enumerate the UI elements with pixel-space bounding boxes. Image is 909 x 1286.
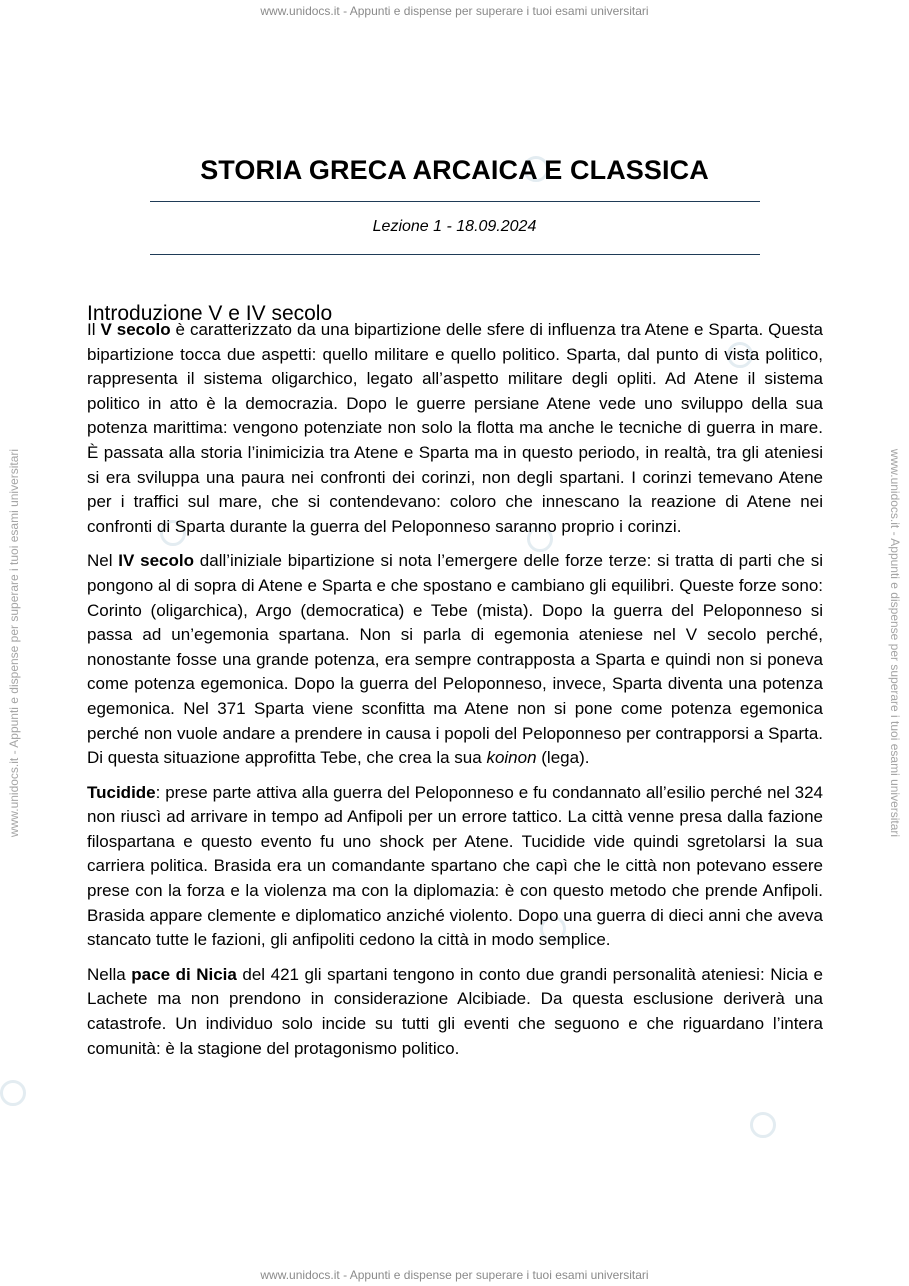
watermark-bottom: www.unidocs.it - Appunti e dispense per superare i tuoi esami universitari	[260, 1268, 649, 1282]
paragraph-bold-term: pace di Nicia	[131, 964, 237, 984]
paragraph-bold-term: Tucidide	[87, 782, 156, 802]
document-body	[87, 318, 823, 1071]
watermark-top: www.unidocs.it - Appunti e dispense per superare i tuoi esami universitari	[260, 4, 649, 18]
paragraph-text: Il	[87, 320, 101, 339]
section-heading: Introduzione V e IV secolo	[87, 302, 333, 326]
watermark-left: www.unidocs.it - Appunti e dispense per superare i tuoi esami universitari	[7, 448, 21, 838]
paragraph-bold-term: V secolo	[100, 320, 171, 339]
paragraph-text: Nel	[87, 551, 119, 571]
title-divider-top	[150, 201, 760, 202]
paragraph-v-secolo	[87, 318, 823, 539]
document-title: STORIA GRECA ARCAICA E CLASSICA	[200, 155, 709, 186]
paragraph-text: del 421 gli spartani tengono in conto due grandi personalità ateniesi: Nicia e Lachete ma non prendono in considerazione Alcibiade. Da questa esclusione deriverà una catastrofe. Un individuo solo incide su tutti gli eventi che seguono e che riguardano l’intera comunità: è la stagione del protagonismo politico.	[87, 964, 823, 1058]
title-divider-bottom	[150, 254, 760, 255]
paragraph-tucidide	[87, 781, 823, 953]
lesson-subtitle: Lezione 1 - 18.09.2024	[372, 218, 537, 235]
paragraph-bold-term: IV secolo	[118, 551, 194, 571]
paragraph-text: : prese parte attiva alla guerra del Peloponneso e fu condannato all’esilio perché nel 324 non riuscì ad arrivare in tempo ad Anfipoli per un errore tattico. La città venne presa dalla fazione filospartana e questo evento fu uno shock per Atene. Tucidide vide quindi sgretolarsi la sua carriera politica. Brasida era un comandante spartano che capì che le città non potevano essere prese con la forza e la violenza ma con la diplomazia: è con questo metodo che prende Anfipoli. Brasida appare clemente e diplomatico anziché violento. Dopo una guerra di dieci anni che aveva stancato tutte le fazioni, gli anfipoliti cedono la città in modo semplice.	[87, 782, 823, 950]
paragraph-text: è caratterizzato da una bipartizione delle sfere di influenza tra Atene e Sparta. Questa bipartizione tocca due aspetti: quello militare e quello politico. Sparta, dal punto di vista politico, rappresenta il sistema oligarchico, legato all’aspetto militare degli opliti. Ad Atene il sistema politico in atto è la democrazia. Dopo le guerre persiane Atene vede uno sviluppo della sua potenza marittima: vengono potenziate non solo la flotta ma anche le tecniche di guerra in mare. È passata alla storia l’inimicizia tra Atene e Sparta ma in questo periodo, in realtà, tra gli ateniesi si era sviluppa una paura nei confronti dei corinzi, non degli spartani. I corinzi temevano Atene per i traffici sul mare, che si contendevano: coloro che innescano la reazione di Atene nei confronti di Sparta durante la guerra del Peloponneso saranno proprio i corinzi.	[87, 320, 823, 536]
paragraph-pace-di-nicia	[87, 963, 823, 1061]
paragraph-text: (lega).	[536, 748, 590, 768]
paragraph-iv-secolo	[87, 549, 823, 770]
paragraph-text: dall’iniziale bipartizione si nota l’emergere delle forze terze: si tratta di parti che si pongono al di sopra di Atene e Sparta e che spostano e cambiano gli equilibri. Queste forze sono: Corinto (oligarchica), Argo (democratica) e Tebe (mista). Dopo la guerra del Peloponneso si passa ad un’egemonia spartana. Non si parla di egemonia ateniese nel V secolo perché, nonostante fosse una grande potenza, era sempre contrapposta a Sparta e quindi non si poneva come potenza egemonica. Dopo la guerra del Peloponneso, invece, Sparta diventa una potenza egemonica. Nel 371 Sparta viene sconfitta ma Atene non si pone come potenza egemonica perché non vuole andare a prendere in causa i popoli del Peloponneso per contrapporsi a Sparta. Di questa situazione approfitta Tebe, che crea la sua	[87, 551, 824, 768]
watermark-right: www.unidocs.it - Appunti e dispense per superare i tuoi esami universitari	[888, 448, 902, 838]
watermark-logo-icon	[750, 1112, 776, 1138]
paragraph-italic-term: koinon	[486, 748, 537, 768]
watermark-logo-icon	[0, 1080, 26, 1106]
paragraph-text: Nella	[87, 964, 132, 984]
